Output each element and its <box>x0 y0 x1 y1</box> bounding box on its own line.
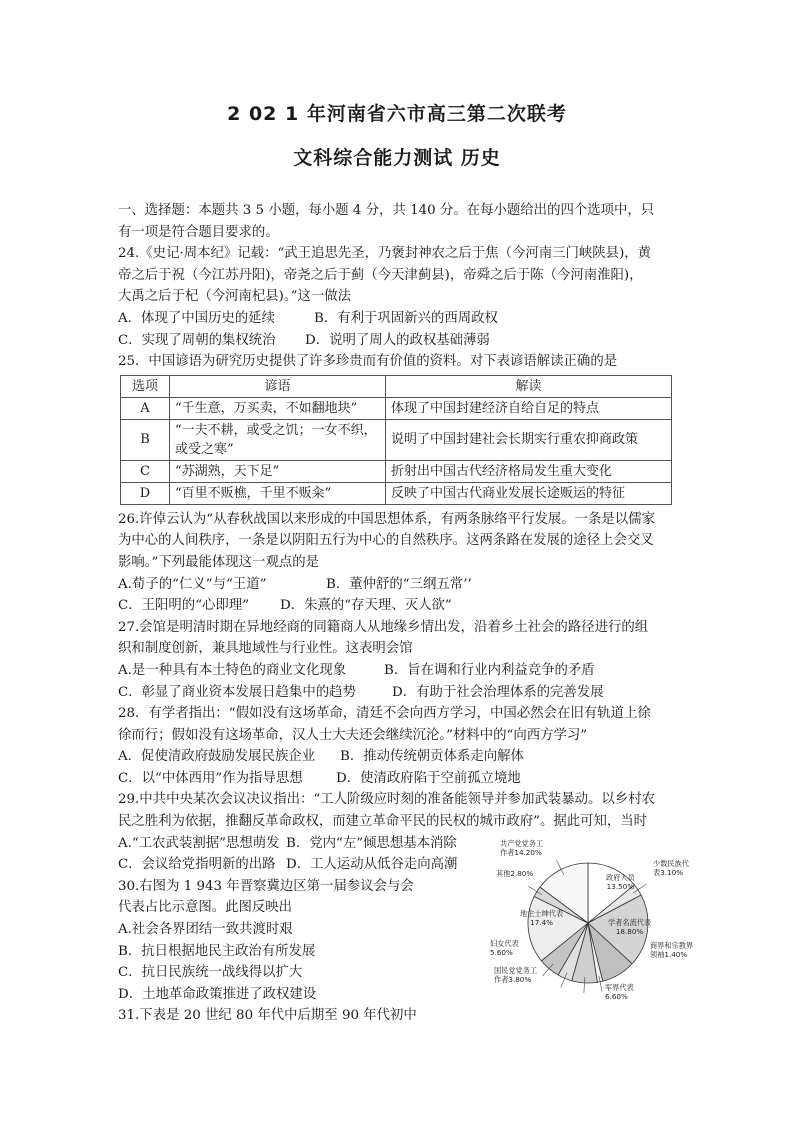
q28-option-b[interactable]: B．推动传统朝贡体系走向解体 <box>340 749 524 765</box>
q24-option-d[interactable]: D．说明了周人的政权基础薄弱 <box>305 332 490 348</box>
q27-options-row-2 <box>118 682 678 704</box>
pie-label-4: 商界和宗教界 领袖1.40% <box>650 941 694 959</box>
q26-option-c[interactable]: C．王阳明的“心即理” <box>118 598 250 614</box>
table-row <box>121 460 672 482</box>
row-meaning: 说明了中国封建社会长期实行重农抑商政策 <box>386 419 672 460</box>
delegate-pie-chart <box>488 833 694 1013</box>
q26-stem-2: 为中心的人间秩序，一条是以阴阳五行为中心的自然秩序。这两条路在发展的途径上会交叉 <box>118 533 654 549</box>
q27-options-row-1 <box>118 660 678 682</box>
q30-stem-2: 代表占比示意图。此图反映出 <box>118 900 293 916</box>
row-option: C <box>121 460 170 482</box>
q24-options-row-1 <box>118 308 678 330</box>
q28-stem-2: 徐而行；假如没有这场革命，汉人士大夫还会继续沉沦。”材料中的“向西方学习” <box>118 727 588 743</box>
proverb-table <box>120 375 672 505</box>
row-proverb: “苏湖熟，天下足” <box>170 460 386 482</box>
q26-options-row-2 <box>118 595 678 617</box>
table-row <box>121 397 672 419</box>
q28-options-row-1 <box>118 746 678 768</box>
q29-stem-2: 民之胜利为依据，推翻反革命政权，而建立革命平民的民权的城市政府”。据此可知，当时 <box>118 814 648 830</box>
q26-option-a[interactable]: A.荀子的“仁义”与“王道” <box>118 576 267 592</box>
pie-label-10: 共产党党务工 作者14.20% <box>500 839 544 857</box>
q28-option-d[interactable]: D．使清政府陷于空前孤立境地 <box>336 770 521 786</box>
table-row <box>121 482 672 504</box>
row-meaning: 体现了中国封建经济自给自足的特点 <box>386 397 672 419</box>
q30-option-a[interactable]: A.社会各界团结一致共渡时艰 <box>118 922 293 938</box>
q24-stem-3: 大禹之后于杞（今河南杞县)。”这一做法 <box>118 289 352 305</box>
instructions-line-1: 一、选择题：本题共 3 5 小题，每小题 4 分，共 140 分。在每小题给出的四个选项中，只 <box>118 203 655 218</box>
row-meaning: 反映了中国古代商业发展长途贩运的特征 <box>386 482 672 504</box>
instructions-line-2: 有一项是符合题目要求的。 <box>118 224 279 240</box>
q28-option-a[interactable]: A．促使清政府鼓励发展民族企业 <box>118 749 316 765</box>
header-option: 选项 <box>121 375 170 397</box>
q26-stem-1: 26.许倬云认为“从春秋战国以来形成的中国思想体系，有两条脉络平行发展。一条是以儒家 <box>118 511 655 527</box>
q28-option-c[interactable]: C．以“中体西用”作为指导思想 <box>118 770 303 786</box>
pie-label-2: 学者名流代表 18.80% <box>608 918 652 936</box>
exam-title: 2 02 1 年河南省六市高三第二次联考 <box>227 103 567 125</box>
q29-option-b[interactable]: B．党内“左”倾思想基本消除 <box>286 835 457 851</box>
q28-stem-1: 28．有学者指出：“假如没有这场革命，清廷不会向西方学习，中国必然会在旧有轨道上徐 <box>118 706 651 722</box>
q24-option-a[interactable]: A．体现了中国历史的延续 <box>118 310 275 326</box>
proverb-table-header <box>121 375 672 397</box>
pie-label-1: 少数民族代 表3.10% <box>653 859 689 877</box>
q26-options-row-1 <box>118 574 678 596</box>
q30-option-b[interactable]: B．抗日根据地民主政治有所发展 <box>118 943 316 959</box>
q31-stem: 31.下表是 20 世纪 80 年代中后期至 90 年代初中 <box>118 1008 417 1024</box>
header-proverb: 谚语 <box>170 375 386 397</box>
exam-subtitle: 文科综合能力测试 历史 <box>293 147 501 169</box>
q27-option-b[interactable]: B．旨在调和行业内利益竞争的矛盾 <box>384 662 595 678</box>
q24-stem-2: 帝之后于祝（今江苏丹阳)，帝尧之后于蓟（今天津蓟县)，帝舜之后于陈（今河南淮阳)， <box>118 267 643 283</box>
q30-option-d[interactable]: D．土地革命政策推进了政权建设 <box>118 986 317 1002</box>
q27-stem-2: 织和制度创新，兼具地域性与行业性。这表明会馆 <box>118 641 413 657</box>
q27-option-a[interactable]: A.是一种具有本土特色的商业文化现象 <box>118 662 347 678</box>
pie-label-8: 地主士绅代表 17.4% <box>520 909 564 927</box>
q29-stem-1: 29.中共中央某次会议决议指出：“工人阶级应时刻的准备能领导并参加武装暴动。以乡村农 <box>118 792 655 808</box>
row-option: A <box>121 397 170 419</box>
q29-option-d[interactable]: D．工人运动从低谷走向高潮 <box>286 857 458 873</box>
q26-stem-3: 影响。”下列最能体现这一观点的是 <box>118 554 320 570</box>
row-option: B <box>121 419 170 460</box>
q29-option-c[interactable]: C．会议给党指明新的出路 <box>118 857 276 873</box>
q26-option-d[interactable]: D．朱熹的“存天理、灭人欲” <box>280 598 452 614</box>
pie-label-5: 军界代表 6.60% <box>605 983 634 1001</box>
row-meaning: 折射出中国古代经济格局发生重大变化 <box>386 460 672 482</box>
pie-label-7: 妇女代表 5.60% <box>490 939 519 957</box>
q26-option-b[interactable]: B．董仲舒的“三纲五常’’ <box>326 576 472 592</box>
row-proverb: “百里不贩樵，千里不贩籴” <box>170 482 386 504</box>
table-row <box>121 419 672 460</box>
row-proverb: “千生意，万买卖，不如翻地块” <box>170 397 386 419</box>
q24-options-row-2 <box>118 330 678 352</box>
header-meaning: 解读 <box>386 375 672 397</box>
q24-option-c[interactable]: C．实现了周朝的集权统治 <box>118 332 276 348</box>
q27-stem-1: 27.会馆是明清时期在异地经商的同籍商人从地缘乡情出发，沿着乡土社会的路径进行的组 <box>118 619 649 635</box>
q28-options-row-2 <box>118 768 678 790</box>
q30-option-c[interactable]: C．抗日民族统一战线得以扩大 <box>118 965 303 981</box>
q27-option-d[interactable]: D．有助于社会治理体系的完善发展 <box>392 684 604 700</box>
q25-stem: 25．中国谚语为研究历史提供了许多珍贵而有价值的资料。对下表谚语解读正确的是 <box>118 354 618 370</box>
q29-option-a[interactable]: A.“工农武装割据”思想萌发 <box>118 835 280 851</box>
pie-label-9: 其他2.80% <box>496 869 534 878</box>
q24-stem-1: 24.《史记·周本纪》记载：“武王追思先圣，乃褒封神农之后于焦（今河南三门峡陕县)，黄 <box>118 246 652 262</box>
row-option: D <box>121 482 170 504</box>
q27-option-c[interactable]: C．彰显了商业资本发展日趋集中的趋势 <box>118 684 356 700</box>
q24-option-b[interactable]: B．有利于巩固新兴的西周政权 <box>314 310 498 326</box>
pie-label-6: 国民党党务工 作者3.80% <box>494 966 538 984</box>
q30-stem-1: 30.右图为 1 943 年晋察冀边区第一届参议会与会 <box>118 878 414 894</box>
row-proverb: “一夫不耕，或受之饥；一女不织，或受之寒” <box>170 419 386 460</box>
pie-label-0: 政府人员 13.50% <box>606 873 635 891</box>
